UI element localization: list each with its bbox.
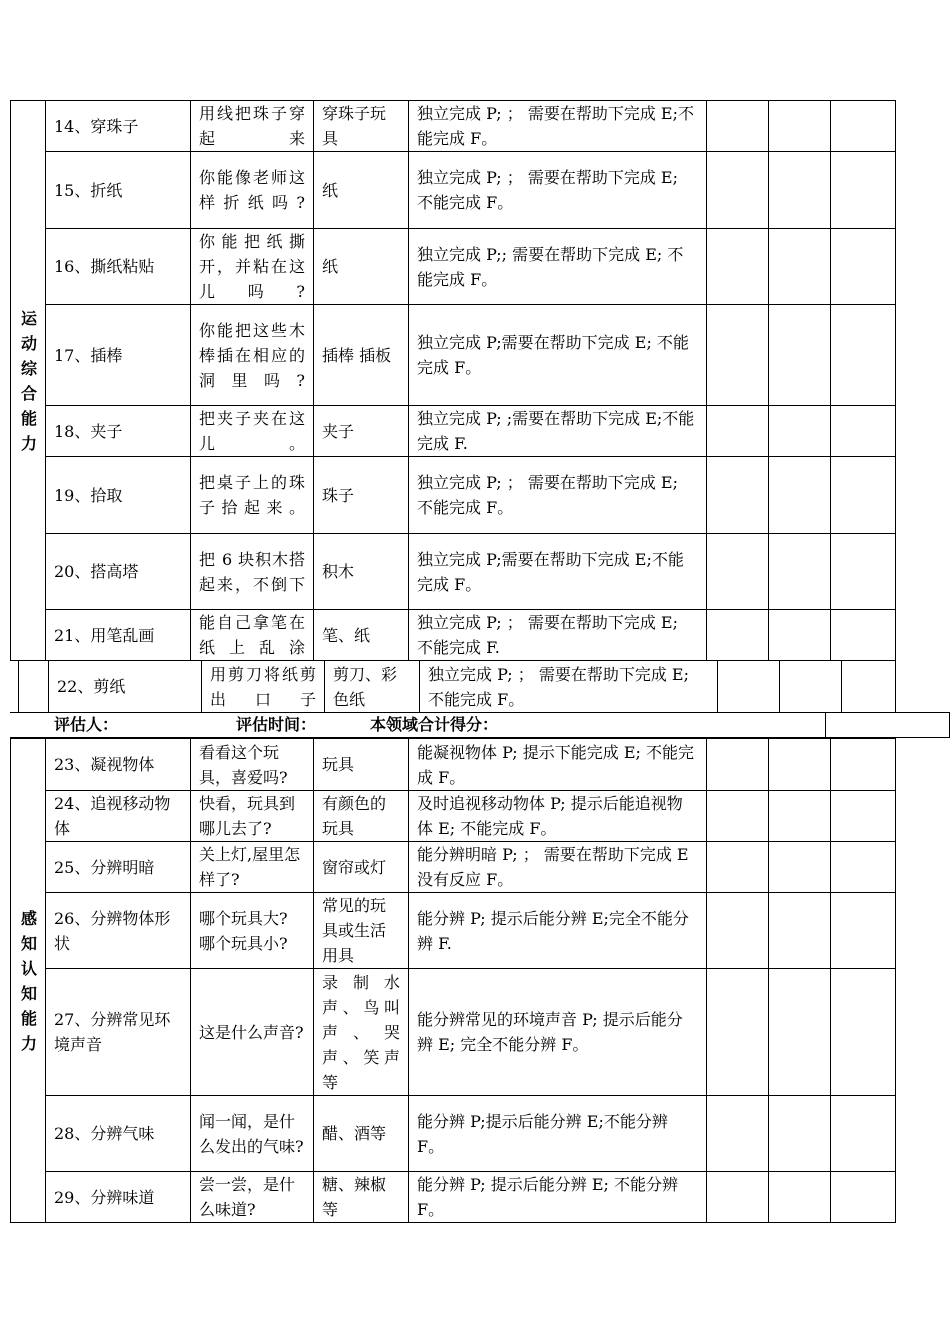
item-criteria: 能分辨 P;提示后能分辨 E;不能分辨 F。 xyxy=(409,1096,707,1172)
table-row xyxy=(11,406,896,457)
item-material: 纸 xyxy=(314,229,409,305)
table-row xyxy=(11,739,896,791)
score-cell[interactable] xyxy=(707,610,769,661)
score-cell[interactable] xyxy=(780,661,842,713)
item-prompt: 你能把纸撕开，并粘在这儿吗? xyxy=(191,229,314,305)
score-cell[interactable] xyxy=(707,1172,769,1223)
item-material: 插棒 插板 xyxy=(314,305,409,406)
item-prompt: 看看这个玩具，喜爱吗? xyxy=(191,739,314,791)
item-name: 17、插棒 xyxy=(46,305,191,406)
table-row xyxy=(11,1172,896,1223)
item-name: 23、凝视物体 xyxy=(46,739,191,791)
score-cell[interactable] xyxy=(842,661,896,713)
score-cell[interactable] xyxy=(707,1096,769,1172)
score-cell[interactable] xyxy=(831,610,896,661)
score-cell[interactable] xyxy=(831,1096,896,1172)
score-cell[interactable] xyxy=(831,457,896,534)
item-prompt: 把夹子夹在这儿。 xyxy=(191,406,314,457)
score-cell[interactable] xyxy=(707,229,769,305)
item-material: 糖、辣椒等 xyxy=(314,1172,409,1223)
item-criteria: 能分辨常见的环境声音 P; 提示后能分辨 E; 完全不能分辨 F。 xyxy=(409,969,707,1096)
item-criteria: 独立完成 P; ； 需要在帮助下完成 E;不能完成 F。 xyxy=(409,101,707,152)
score-cell[interactable] xyxy=(718,661,780,713)
item-material: 常见的玩具或生活用具 xyxy=(314,893,409,969)
item-material: 笔、纸 xyxy=(314,610,409,661)
item-criteria: 能分辨明暗 P; ； 需要在帮助下完成 E 没有反应 F。 xyxy=(409,842,707,893)
score-cell[interactable] xyxy=(769,1096,831,1172)
category-label-motor: 运动综合能力 xyxy=(11,101,46,661)
item-criteria: 独立完成 P; ； 需要在帮助下完成 E; 不能完成 F。 xyxy=(409,152,707,229)
score-cell[interactable] xyxy=(707,101,769,152)
table-row xyxy=(11,152,896,229)
score-cell[interactable] xyxy=(769,305,831,406)
item-prompt: 这是什么声音? xyxy=(191,969,314,1096)
score-cell[interactable] xyxy=(707,842,769,893)
score-cell[interactable] xyxy=(707,893,769,969)
item-criteria: 独立完成 P; ； 需要在帮助下完成 E; 不能完成 F。 xyxy=(409,457,707,534)
table-row xyxy=(11,305,896,406)
item-criteria: 及时追视移动物体 P; 提示后能追视物体 E; 不能完成 F。 xyxy=(409,791,707,842)
item-prompt: 快看，玩具到哪儿去了? xyxy=(191,791,314,842)
item-name: 15、折纸 xyxy=(46,152,191,229)
score-cell[interactable] xyxy=(831,739,896,791)
table-row xyxy=(11,610,896,661)
assessment-footer xyxy=(10,712,948,738)
item-name: 18、夹子 xyxy=(46,406,191,457)
score-cell[interactable] xyxy=(707,791,769,842)
item-prompt: 你能把这些木棒插在相应的洞里吗? xyxy=(191,305,314,406)
table-row xyxy=(11,534,896,610)
score-cell[interactable] xyxy=(707,152,769,229)
item-material: 录制水声、鸟叫声、哭声、笑声等 xyxy=(314,969,409,1096)
item-name: 14、穿珠子 xyxy=(46,101,191,152)
score-cell[interactable] xyxy=(707,457,769,534)
score-cell[interactable] xyxy=(769,969,831,1096)
score-cell[interactable] xyxy=(831,1172,896,1223)
table-row xyxy=(11,791,896,842)
item-prompt: 关上灯,屋里怎样了? xyxy=(191,842,314,893)
item-material: 剪刀、彩色纸 xyxy=(325,661,420,713)
score-cell[interactable] xyxy=(831,791,896,842)
item-name: 29、分辨味道 xyxy=(46,1172,191,1223)
score-cell[interactable] xyxy=(707,534,769,610)
item-name: 27、分辨常见环境声音 xyxy=(46,969,191,1096)
motor-ability-extra-row xyxy=(18,660,896,713)
item-name: 20、搭高塔 xyxy=(46,534,191,610)
item-criteria: 独立完成 P; ;需要在帮助下完成 E;不能完成 F. xyxy=(409,406,707,457)
item-material: 夹子 xyxy=(314,406,409,457)
item-name: 19、拾取 xyxy=(46,457,191,534)
item-name: 21、用笔乱画 xyxy=(46,610,191,661)
table-row xyxy=(11,842,896,893)
item-criteria: 独立完成 P;需要在帮助下完成 E; 不能完成 F。 xyxy=(409,305,707,406)
score-cell[interactable] xyxy=(831,229,896,305)
item-prompt: 尝一尝，是什么味道? xyxy=(191,1172,314,1223)
item-criteria: 独立完成 P;; 需要在帮助下完成 E; 不能完成 F。 xyxy=(409,229,707,305)
item-criteria: 独立完成 P; ； 需要在帮助下完成 E; 不能完成 F. xyxy=(409,610,707,661)
category-cell xyxy=(19,661,49,713)
item-prompt: 把桌子上的珠子拾起来。 xyxy=(191,457,314,534)
table-row xyxy=(11,969,896,1096)
score-cell[interactable] xyxy=(831,406,896,457)
score-cell[interactable] xyxy=(707,739,769,791)
table-row xyxy=(11,893,896,969)
item-material: 积木 xyxy=(314,534,409,610)
item-name: 24、追视移动物体 xyxy=(46,791,191,842)
table-row xyxy=(11,1096,896,1172)
table-row xyxy=(11,229,896,305)
item-criteria: 独立完成 P; ； 需要在帮助下完成 E; 不能完成 F。 xyxy=(420,661,718,713)
item-name: 25、分辨明暗 xyxy=(46,842,191,893)
item-prompt: 把 6 块积木搭起来，不倒下 xyxy=(191,534,314,610)
item-prompt: 闻一闻，是什么发出的气味? xyxy=(191,1096,314,1172)
item-name: 26、分辨物体形状 xyxy=(46,893,191,969)
score-cell[interactable] xyxy=(769,1172,831,1223)
score-cell[interactable] xyxy=(769,893,831,969)
score-cell[interactable] xyxy=(831,893,896,969)
item-material: 珠子 xyxy=(314,457,409,534)
score-cell[interactable] xyxy=(707,305,769,406)
assessor-label: 评估人： xyxy=(54,715,119,734)
item-material: 玩具 xyxy=(314,739,409,791)
item-name: 22、剪纸 xyxy=(49,661,202,713)
score-cell[interactable] xyxy=(831,969,896,1096)
score-cell[interactable] xyxy=(769,406,831,457)
score-cell[interactable] xyxy=(831,534,896,610)
score-cell[interactable] xyxy=(769,101,831,152)
assessment-time-label: 评估时间： xyxy=(236,715,317,734)
item-criteria: 能凝视物体 P; 提示下能完成 E; 不能完成 F。 xyxy=(409,739,707,791)
item-prompt: 用线把珠子穿起来 xyxy=(191,101,314,152)
item-material: 穿珠子玩具 xyxy=(314,101,409,152)
score-cell[interactable] xyxy=(831,842,896,893)
item-name: 28、分辨气味 xyxy=(46,1096,191,1172)
item-criteria: 能分辨 P; 提示后能分辨 E;完全不能分辨 F. xyxy=(409,893,707,969)
score-cell[interactable] xyxy=(769,610,831,661)
item-prompt: 你能像老师这样折纸吗? xyxy=(191,152,314,229)
item-name: 16、撕纸粘贴 xyxy=(46,229,191,305)
table-row xyxy=(11,101,896,152)
domain-total-score-label: 本领域合计得分： xyxy=(370,715,499,734)
score-cell[interactable] xyxy=(831,305,896,406)
score-cell[interactable] xyxy=(707,406,769,457)
table-row xyxy=(11,457,896,534)
item-material: 纸 xyxy=(314,152,409,229)
score-cell[interactable] xyxy=(769,739,831,791)
score-cell[interactable] xyxy=(769,791,831,842)
item-criteria: 能分辨 P; 提示后能分辨 E; 不能分辨 F。 xyxy=(409,1172,707,1223)
item-prompt: 能自己拿笔在纸上乱涂 xyxy=(191,610,314,661)
score-cell[interactable] xyxy=(769,842,831,893)
score-cell[interactable] xyxy=(769,534,831,610)
score-cell[interactable] xyxy=(769,152,831,229)
item-prompt: 哪个玩具大? 哪个玩具小? xyxy=(191,893,314,969)
motor-ability-table xyxy=(10,100,896,661)
score-cell[interactable] xyxy=(831,101,896,152)
item-material: 醋、酒等 xyxy=(314,1096,409,1172)
item-material: 窗帘或灯 xyxy=(314,842,409,893)
score-cell[interactable] xyxy=(769,229,831,305)
score-cell[interactable] xyxy=(769,457,831,534)
item-material: 有颜色的玩具 xyxy=(314,791,409,842)
item-prompt: 用剪刀将纸剪出口子 xyxy=(202,661,325,713)
table-row xyxy=(19,661,896,713)
item-criteria: 独立完成 P;需要在帮助下完成 E;不能完成 F。 xyxy=(409,534,707,610)
score-cell[interactable] xyxy=(707,969,769,1096)
perception-cognition-table xyxy=(10,738,896,1223)
category-label-perception: 感知认知能力 xyxy=(11,739,46,1223)
score-cell[interactable] xyxy=(831,152,896,229)
total-score-field[interactable] xyxy=(825,712,950,738)
